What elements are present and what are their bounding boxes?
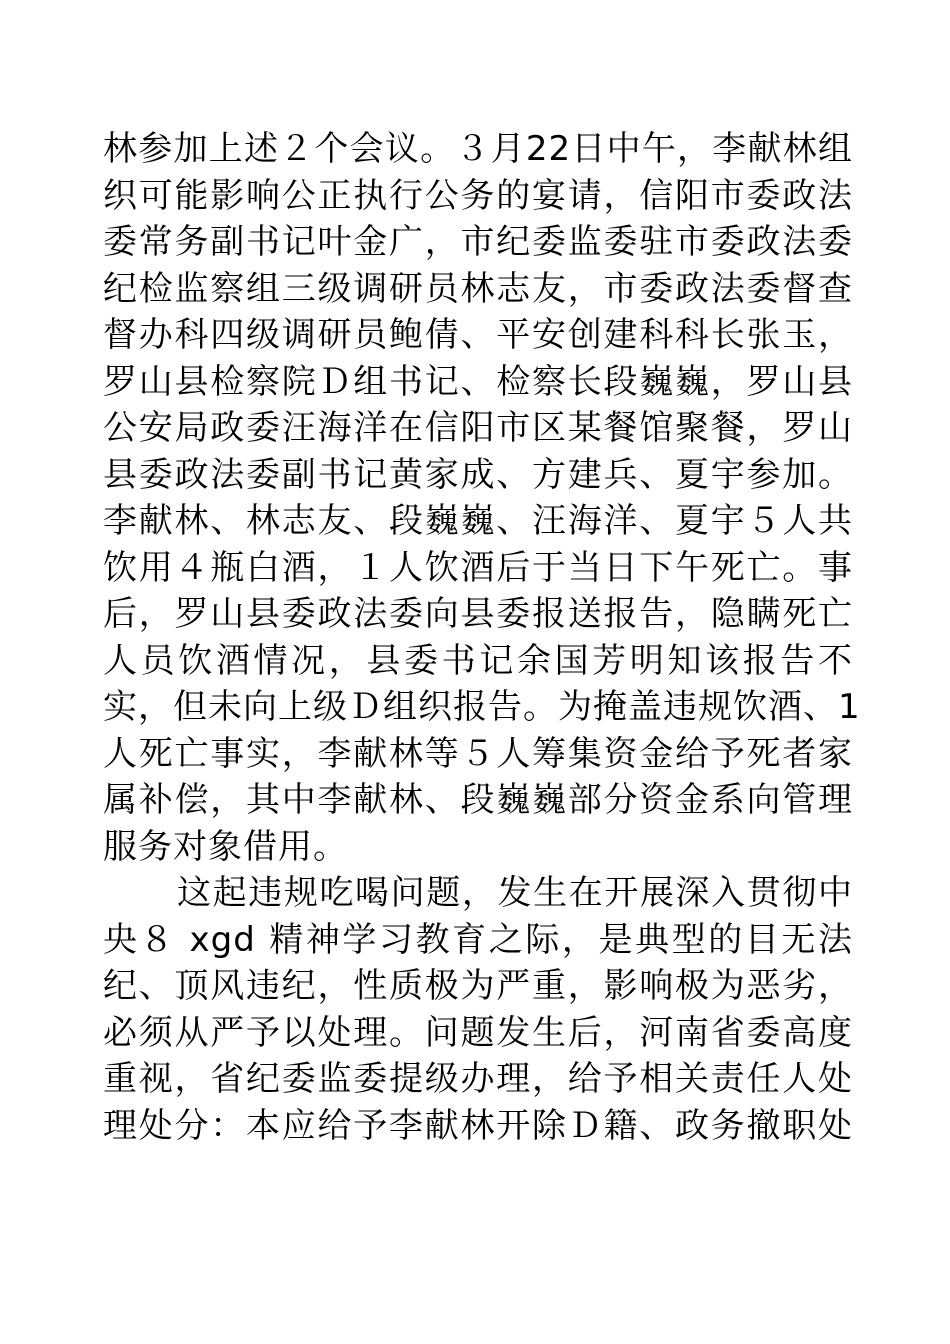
text-line: 人员饮酒情况，县委书记余国芳明知该报告不 [103,640,853,681]
text-line: 公安局政委汪海洋在信阳市区某餐馆聚餐，罗山 [103,408,853,448]
text-line: 林参加上述２个会议。３月22日中午，李献林组 [103,129,853,169]
paragraph-2 [103,870,853,1149]
text-line: 委常务副书记叶金广，市纪委监委驻市委政法委 [103,222,853,262]
text-line: 后，罗山县委政法委向县委报送报告，隐瞒死亡 [103,594,853,634]
text-line: 实，但未向上级Ｄ组织报告。为掩盖违规饮酒、1 [103,687,861,727]
text-line: 李献林、林志友、段巍巍、汪海洋、夏宇５人共 [103,501,853,541]
text-line: 重视，省纪委监委提级办理，给予相关责任人处 [103,1059,853,1099]
text-line: 人死亡事实，李献林等５人筹集资金给予死者家 [103,733,853,774]
text-line: 罗山县检察院Ｄ组书记、检察长段巍巍，罗山县 [103,361,853,402]
paragraph-1 [103,126,861,870]
text-line: 属补偿，其中李献林、段巍巍部分资金系向管理 [103,780,853,820]
text-line: 必须从严予以处理。问题发生后，河南省委高度 [103,1012,853,1053]
text-line: 理处分：本应给予李献林开除Ｄ籍、政务撤职处 [103,1105,853,1146]
text-line: 督办科四级调研员鲍倩、平安创建科科长张玉， [103,315,853,355]
text-line: 央８ xgd 精神学习教育之际，是典型的目无法 [103,919,853,960]
text-line: 纪、顶风违纪，性质极为严重，影响极为恶劣， [103,966,853,1006]
text-line: 纪检监察组三级调研员林志友，市委政法委督查 [103,268,853,309]
text-line: 服务对象借用。 [103,826,348,867]
text-line: 这起违规吃喝问题，发生在开展深入贯彻中 [177,873,853,913]
text-line: 饮用４瓶白酒，１人饮酒后于当日下午死亡。事 [103,547,853,588]
text-line: 织可能影响公正执行公务的宴请，信阳市委政法 [103,175,853,216]
text-line: 县委政法委副书记黄家成、方建兵、夏宇参加。 [103,454,853,495]
document-page [103,126,861,1149]
